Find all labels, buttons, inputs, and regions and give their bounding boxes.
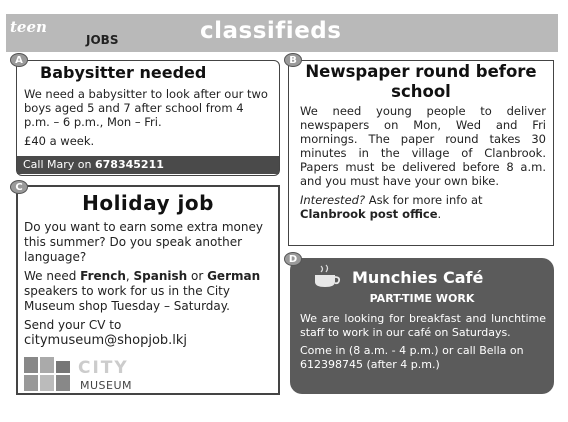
ad-a-description: We need a babysitter to look after our two boys aged 5 and 7 after school from 4 p.m. – 6 p.m., Mon – Fri. [24, 87, 268, 129]
ad-d-body [300, 312, 546, 376]
ad-a-body [24, 87, 272, 153]
ad-a-pay: £40 a week. [24, 134, 95, 148]
coffee-cup-icon [312, 264, 342, 294]
ad-c-text-2: speakers to work for us in the City Museum shop Tuesday – Saturday. [24, 284, 230, 313]
jobs-label: JOBS [86, 33, 119, 47]
page-title: classifieds [200, 18, 342, 44]
ad-b-place: Clanbrook post office [300, 207, 438, 221]
ad-d-subtitle: PART-TIME WORK [369, 292, 475, 305]
ad-a-badge: A [10, 53, 28, 67]
ad-d-contact: Come in (8 a.m. - 4 p.m.) or call Bella on 612398745 (after 4 p.m.) [300, 344, 524, 371]
ad-a-contact-prefix: Call Mary on [23, 158, 95, 171]
ad-c-question: Do you want to earn some extra money this summer? Do you speak another language? [24, 220, 263, 264]
ad-d-title: Munchies Café [352, 268, 484, 287]
ad-b-description: We need young people to deliver newspapers on Mon, Wed and Fri mornings. The paper round takes 30 minutes in the village of Clanbrook. Papers must be delivered before 8 a.m. and you must have your own bike. [300, 104, 546, 188]
museum-logo-icon [22, 355, 172, 393]
ad-d-description: We are looking for breakfast and lunchtime staff to work in our café on Saturdays. [300, 312, 546, 339]
ad-c-title: Holiday job [82, 191, 214, 215]
city-museum-logo [22, 355, 172, 393]
ad-c-lang-spanish: Spanish [133, 269, 188, 283]
ad-c-body [24, 220, 272, 348]
ad-c-comma: , [125, 269, 134, 283]
ad-a-contact-bar [17, 156, 279, 174]
ad-c-languages [24, 269, 272, 314]
ad-a-phone: 678345211 [95, 158, 164, 171]
ad-c-send: Send your CV to [24, 318, 122, 332]
ad-c-email[interactable]: citymuseum@shopjob.lkj [24, 333, 188, 348]
ad-b-body [300, 104, 546, 226]
ad-c-or: or [187, 269, 208, 283]
ad-c-badge: C [10, 180, 28, 194]
logo-city-text: CITY [78, 358, 129, 378]
ad-b-badge: B [284, 53, 302, 67]
ad-a-title: Babysitter needed [40, 63, 207, 82]
ad-b-title: Newspaper round before school [305, 62, 537, 101]
ad-c-text: We need [24, 269, 81, 283]
ad-b-period: . [437, 207, 442, 221]
ad-c-lang-german: German [207, 269, 261, 283]
ad-b-contact [300, 193, 546, 221]
ad-c-lang-french: French [80, 269, 126, 283]
ad-b-interested: Interested? [300, 193, 366, 207]
teen-label: teen [10, 18, 47, 36]
ad-d-badge: D [284, 252, 302, 266]
logo-museum-text: MUSEUM [80, 379, 133, 392]
ad-b-ask: Ask for more info at [365, 193, 483, 207]
